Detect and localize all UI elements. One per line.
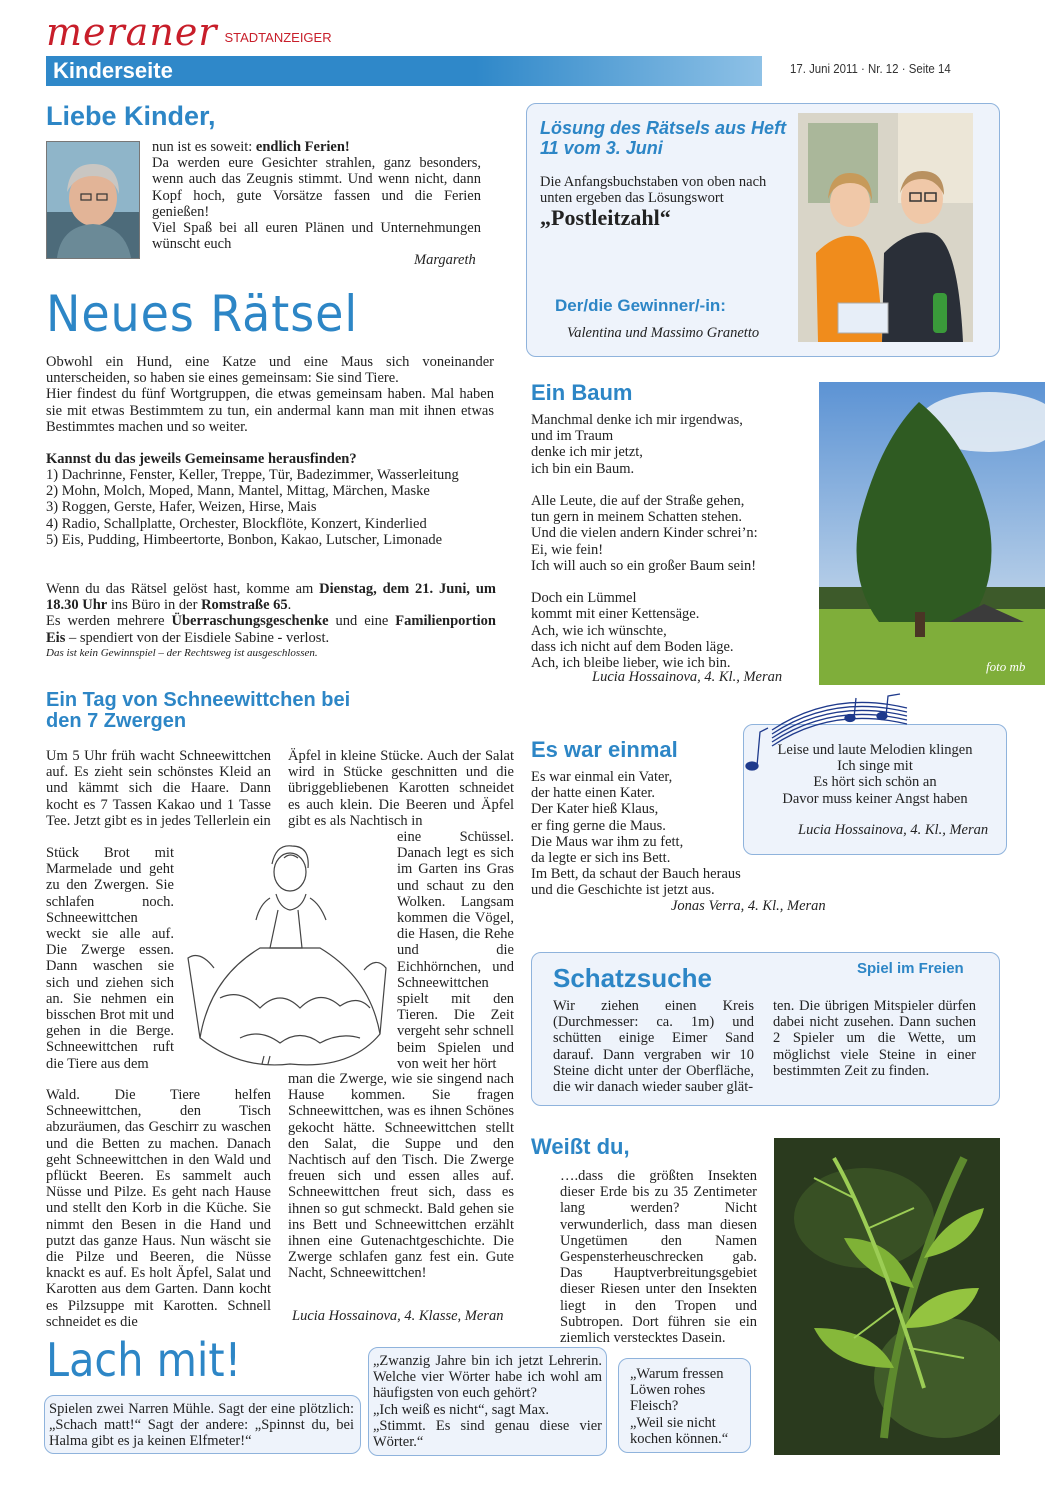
puzzle-group: 2) Mohn, Molch, Moped, Mann, Mantel, Mittag, Märchen, Maske [46,483,430,500]
did-you-know-title: Weißt du, [531,1134,630,1159]
snow-white-col2-narrow: eine Schüssel. Danach legt es sich im Garten ins Gras und schaut zu den Wolken. Langsam kommen die Vögel, die Hasen, die Rehe und die Eichhörnchen, und Schneewittchen spielt mit den Tieren. Die Zeit vergeht sehr schnell beim Spielen und von weit her hört [397,829,514,1072]
author-portrait [46,141,140,259]
once-upon-text: Es war einmal ein Vater, der hatte einen Kater. Der Kater hieß Klaus, er fing gerne die Maus. Die Maus war ihm zu fett, da legte er sich ins Bett. Im Bett, da schaut der Bauch heraus und die Geschichte ist jetzt aus. [531,769,741,899]
joke-1-text: Spielen zwei Narren Mühle. Sagt der eine plötzlich: „Schach matt!“ Sagt der andere: „Spinnst du, bei Halma gibt es ja keinen Elfmeter!“ [49,1401,354,1450]
puzzle-info-text: Wenn du das Rätsel gelöst hast, komme am [46,581,320,597]
melodies-author: Lucia Hossainova, 4. Kl., Meran [798,822,989,838]
puzzle-groups [46,467,506,548]
issue-info: 17. Juni 2011 · Nr. 12 · Seite 14 [790,61,951,76]
solution-answer: „Postleitzahl“ [540,205,671,230]
once-upon-author: Jonas Verra, 4. Kl., Meran [671,898,826,914]
treasure-tag: Spiel im Freien [857,960,964,977]
melodies-text: Leise und laute Melodien klingen Ich singe mit Es hört sich schön an Davor muss keiner Angst haben [777,742,973,807]
puzzle-intro: Obwohl ein Hund, eine Katze und eine Maus sich voneinander unterscheiden, so haben sie eines gemeinsam: Sie sind Tiere. Hier findest du fünf Wortgruppen, die etwas gemeinsam haben. Mal haben sie mit etwas Bestimmtem zu tun, ein andermal kann man mit ihnen etwas Bestimmtes machen und so weiter. [46,354,494,435]
puzzle-prize: Überraschungsgeschenke [171,613,329,630]
puzzle-group: 1) Dachrinne, Fenster, Keller, Treppe, Tür, Badezimmer, Wasserleitung [46,467,459,483]
snow-white-author: Lucia Hossainova, 4. Klasse, Meran [292,1308,504,1324]
photo-credit: foto mb [986,659,1026,674]
snow-white-title: Ein Tag von Schneewittchen bei den 7 Zwergen [46,689,351,732]
snow-white-col1-rest: Wald. Die Tiere helfen Schneewittchen, den Tisch abzuräumen, das Geschirr zu waschen und die Betten zu machen. Danach geht Schneewittchen in den Wald und pflückt Beeren. Es sammelt auch Nüsse und Pilze. Es geht nach Hause und stellt den Korb in die Küche. Sie nimmt den Besen in die Hand und putzt das ganze Haus. Nun wäscht sie die Pilze und Beeren, die Nüsse knackt es auf. Es holt Äpfel, Salat und Karotten aus dem Garten. Dann kocht es Pilzsuppe mit Karotten. Schnell schneidet es die [46,1087,271,1330]
puzzle-prize-text: – spendiert von der Eisdiele Sabine - verlost. [65,629,330,646]
winner-names: Valentina und Massimo Granetto [567,325,760,341]
puzzle-group: 3) Roggen, Gerste, Hafer, Weizen, Hirse, Mais [46,499,317,516]
logo-text: meraner [46,10,218,54]
joke-2-text: „Zwanzig Jahre bin ich jetzt Lehrerin. Welche vier Wörter habe ich wohl am häufigsten von euch gehört? „Ich weiß es nicht“, sagt Max. „Stimmt. Es sind genau diese vier Wörter.“ [373,1353,602,1451]
treasure-title: Schatzsuche [553,963,712,993]
solution-title: Lösung des Rätsels aus Heft 11 vom 3. Juni [540,118,787,158]
puzzle-info-text: . [287,597,292,614]
tree-poem-author: Lucia Hossainova, 4. Kl., Meran [592,669,783,685]
puzzle-group: 4) Radio, Schallplatte, Orchester, Blockflöte, Konzert, Kinderlied [46,515,427,532]
treasure-col1: Wir ziehen einen Kreis (Durchmesser: ca. 1m) und schütten einige Eimer Sand darauf. Dann vergraben wir 10 Steine dicht unter der Oberfläche, die wir danach wieder sauber glät- [553,998,754,1096]
tree-poem-title: Ein Baum [531,380,633,405]
snow-white-col2-top: Äpfel in kleine Stücke. Auch der Salat wird in Stücke geschnitten und die übriggebliebenen Karotten schneidet es auch klein. Die Beeren und Äpfel gibt es als Nachtisch in [288,748,514,829]
puzzle-address: Romstraße 65 [201,597,288,614]
tree-photo [819,382,1045,685]
winners-photo [798,113,973,342]
snow-white-col1-top: Um 5 Uhr früh wacht Schneewittchen auf. Es zieht sein schönstes Kleid an und kämmt sich die Haare. Dann kocht es 7 Tassen Kakao und 1 Tasse Tee. Jetzt gibt es in jedes Tellerlein ein [46,748,271,829]
logo-subtitle: STADTANZEIGER [224,30,332,45]
greeting-lead-bold: endlich Ferien! [255,139,350,155]
puzzle-prize-text: Es werden mehrere [46,613,172,630]
puzzle-prize-text: und eine [328,613,396,630]
section-title: Kinderseite [53,58,173,83]
puzzle-info-text: ins Büro in der [107,597,202,614]
puzzle-group: 5) Eis, Pudding, Himbeertorte, Bonbon, Kakao, Lutscher, Limonade [46,531,443,548]
did-you-know-text: ….dass die größten Insekten dieser Erde bis zu 35 Zentimeter lang werden? Nicht verwunderlich, dass man diesen Ungetümen den Namen Gespensterheuschrecken gab. Das Hauptverbreitungsgebiet dieser Riesen unter den Insekten liegt in den Tropen und Subtropen. Dort führen sie ein ziemlich verstecktes Dasein. [560,1168,757,1347]
joke-3-text: „Warum fressen Löwen rohes Fleisch? „Weil sie nicht kochen können.“ [630,1366,729,1447]
greeting-lead: nun ist es soweit: [152,139,256,155]
greeting-signature: Margareth [414,252,476,268]
greeting-body: Da werden eure Gesichter strahlen, ganz besonders, wenn auch das Zeugnis stimmt. Und wenn nicht, dann Kopf hoch, gute Vorsätze fassen und die Ferien genießen! Viel Spaß bei all euren Plänen und Unternehmungen wünscht euch [152,155,481,253]
solution-text: Die Anfangsbuchstaben von oben nach unten ergeben das Lösungswort [540,174,767,207]
winner-label: Der/die Gewinner/-in: [555,296,726,315]
greeting-title: Liebe Kinder, [46,101,216,131]
tree-poem-text: Manchmal denke ich mir irgendwas, und im Traum denke ich mir jetzt, ich bin ein Baum. Alle Leute, die auf der Straße gehen, tun gern in meinem Schatten stehen. Und die vielen andern Kinder schrei’n: Ei, wie fein! Ich will auch so ein großer Baum sein! Doch ein Lümmel kommt mit einer Kettensäge. Ach, wie ich wünschte, dass ich nicht auf dem Boden läge. Ach, ich bleibe lieber, wie ich bin. [531,412,758,672]
puzzle-question: Kannst du das jeweils Gemeinsame herausfinden? [46,451,357,467]
puzzle-date: Dienstag, dem 21. Juni, um 18.30 Uhr [46,581,497,614]
snow-white-illustration [180,838,392,1070]
insect-photo [774,1138,1000,1455]
snow-white-col2-rest: man die Zwerge, wie sie singend nach Hause kommen. Sie fragen Schneewittchen, was es ihnen Schönes gekocht hätte. Schneewittchen stellt den Salat, die Suppe und den Nachtisch auf den Tisch. Die Zwerge freuen sich und essen alles auf. Schneewittchen freut sich, dass es ihnen so gut schmeckt. Bald gehen sie ins Bett und Schneewittchen erzählt ihnen eine Gutenachtgeschichte. Die Zwerge schlafen ganz fest ein. Gute Nacht, Schneewittchen! [288,1071,514,1282]
puzzle-disclaimer: Das ist kein Gewinnspiel – der Rechtsweg ist ausgeschlossen. [46,647,318,659]
laugh-title: Lach mit! [46,1333,242,1387]
once-upon-title: Es war einmal [531,737,678,762]
puzzle-title: Neues Rätsel [46,285,359,343]
snow-white-col1-narrow: Stück Brot mit Marmelade und geht zu den Zwergen. Sie schlafen noch. Schneewittchen weckt sie alle auf. Die Zwerge essen. Dann waschen sie sich und ziehen sich an. Sie nehmen ein bisschen Brot mit und gehen in die Berge. Schneewittchen ruft die Tiere aus dem [46,845,174,1072]
treasure-col2: ten. Die übrigen Mitspieler dürfen dabei nicht zusehen. Dann suchen 2 Spieler um die Wette, um möglichst viele Steine in einer bestimmten Zeit zu finden. [773,998,976,1079]
masthead-logo [46,12,332,52]
greeting-text [152,139,481,252]
puzzle-prize: Familienportion Eis [46,613,496,646]
puzzle-info [46,581,496,646]
